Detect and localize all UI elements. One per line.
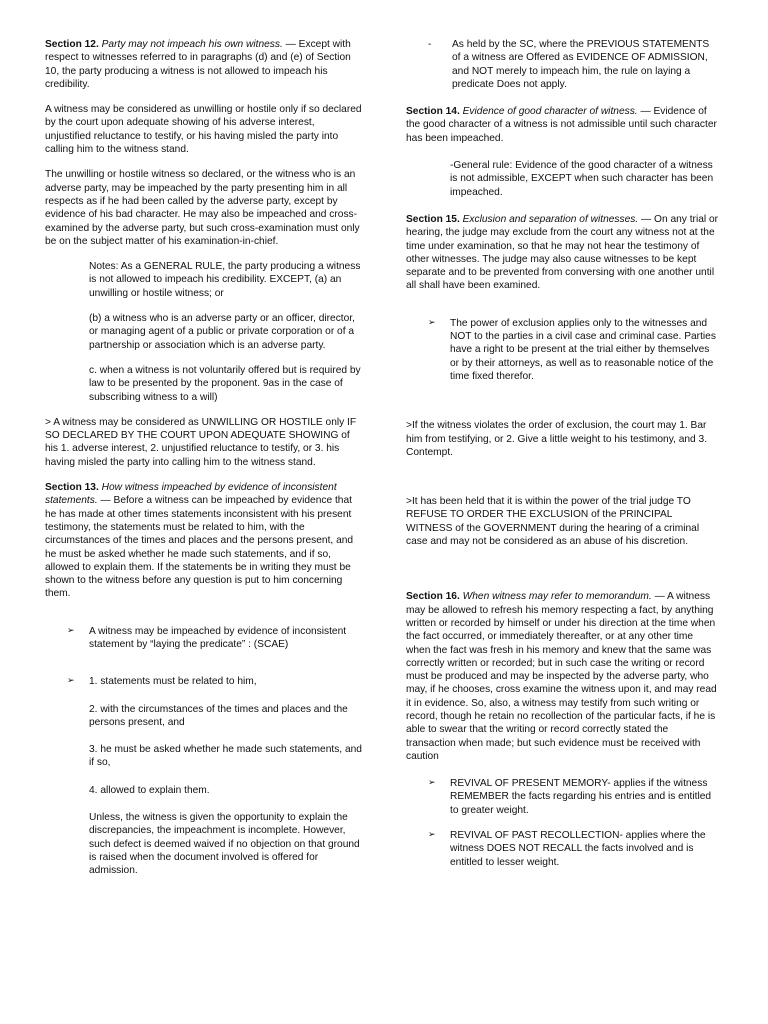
section-15-label: Section 15. <box>406 213 460 225</box>
notes-not-voluntarily-offered: c. when a witness is not voluntarily offered but is required by law to be presented by the proponent. 9as in the case of subscribing witness to a will) <box>89 364 361 403</box>
item-asked-whether: 3. he must be asked whether he made such statements, and if so, <box>89 744 362 769</box>
bullet-statements-related-text: 1. statements must be related to him, <box>89 676 257 688</box>
paragraph-impeachment-incomplete: Unless, the witness is given the opportunity to explain the discrepancies, the impeachment is incomplete. However, such defect is deemed waived if no objection on that ground is raised when the document involved is offered for admission. <box>89 812 360 877</box>
arrow-bullet-icon: ➢ <box>428 778 436 789</box>
dash-item-text: As held by the SC, where the PREVIOUS STATEMENTS of a witness are Offered as EVIDENCE OF ADMISSION, and NOT merely to impeach him, the rule on laying a predicate Does not apply. <box>452 39 710 90</box>
bullet-statements-related <box>67 675 363 688</box>
arrow-bullet-icon: ➢ <box>428 317 436 328</box>
section-15-title: Exclusion and separation of witnesses. <box>462 213 639 225</box>
bullet-power-of-exclusion-text: The power of exclusion applies only to the witnesses and NOT to the parties in a civil case and criminal case. Parties have a right to be present at the trial either by themselves or by their attorneys, as well as to reasonable notice of the time fixed therefor. <box>450 317 716 382</box>
section-16-body: — A witness may be allowed to refresh his memory respecting a fact, by anything written or recorded by himself or under his direction at the time when the fact occurred, or immediately thereafter, or at any other time when the fact was fresh in his memory and knew that the same was correctly written or recorded; but in such case the writing or record must be produced and may be inspected by the adverse party, who may, if he chooses, cross examine the witness upon it, and may read it in evidence. So, also, a witness may testify from such writing or record, though he retain no recollection of the particular facts, if he is able to swear that the writing or record correctly stated the transaction when made; but such evidence must be received with caution <box>406 591 717 762</box>
section-13 <box>45 481 363 601</box>
bullet-power-of-exclusion <box>428 317 720 383</box>
section-12-title: Party may not impeach his own witness. <box>101 39 283 50</box>
section-12 <box>45 38 363 91</box>
section-14-body: — Evidence of the good character of a witness is not admissible until such character has been impeached. <box>406 106 717 144</box>
bullet-revival-present-memory <box>428 777 720 817</box>
section-16-title: When witness may refer to memorandum. <box>462 591 652 603</box>
left-column <box>45 38 363 890</box>
notes-general-rule: Notes: As a GENERAL RULE, the party producing a witness is not allowed to impeach his credibility. EXCEPT, (a) an unwilling or hostile witness; or <box>89 261 361 299</box>
arrow-bullet-icon: ➢ <box>67 625 75 636</box>
item-circumstances: 2. with the circumstances of the times and places and the persons present, and <box>89 703 348 728</box>
item-allowed-to-explain: 4. allowed to explain them. <box>89 784 210 796</box>
paragraph-order-violated: >If the witness violates the order of exclusion, the court may 1. Bar him from testifying, or 2. Give a little weight to his testimony, and 3. Contempt. <box>406 420 708 458</box>
general-rule-good-character: -General rule: Evidence of the good character of a witness is not admissible, EXCEPT when such character has been impeached. <box>450 160 714 198</box>
section-15 <box>406 213 720 293</box>
section-16 <box>406 590 720 763</box>
arrow-bullet-icon: ➢ <box>67 676 75 687</box>
section-14 <box>406 105 720 145</box>
paragraph-declared-by-court: > A witness may be considered as UNWILLING OR HOSTILE only IF SO DECLARED BY THE COURT UPON ADEQUATE SHOWING of his 1. adverse interest, 2. unjustified reluctance to testify, or 3. his having misled the party into calling him to the witness stand. <box>45 416 357 468</box>
paragraph-unwilling-witness: The unwilling or hostile witness so declared, or the witness who is an adverse party, may be impeached by the party presenting him in all respects as if he had been called by the adverse party, except by evidence of his bad character. He may also be impeached and cross-examined by the adverse party, but such cross-examination must only be on the subject matter of his examination-in-chief. <box>45 169 360 247</box>
bullet-revival-past-recollection-text: REVIVAL OF PAST RECOLLECTION- applies where the witness DOES NOT RECALL the facts involved and is entitled to lesser weight. <box>450 830 706 868</box>
section-15-body: — On any trial or hearing, the judge may exclude from the court any witness not at the time under examination, so that he may not hear the testimony of other witnesses. The judge may also cause witnesses to be kept separate and to be prevented from conversing with one another until all shall have been examined. <box>406 213 719 292</box>
paragraph-hostile-witness: A witness may be considered as unwilling or hostile only if so declared by the court upon adequate showing of his adverse interest, unjustified reluctance to testify, or his having misled the party into calling him to the witness stand. <box>45 104 362 156</box>
notes-adverse-party: (b) a witness who is an adverse party or an officer, director, or managing agent of a public or private corporation or of a partnership or association which is an adverse party. <box>89 313 355 351</box>
section-13-title: How witness impeached by evidence of inconsistent statements. <box>45 482 337 507</box>
bullet-laying-predicate <box>67 625 363 652</box>
section-14-title: Evidence of good character of witness. <box>462 106 638 118</box>
section-12-label: Section 12. <box>45 39 99 50</box>
dash-marker: - <box>428 39 432 50</box>
bullet-laying-predicate-text: A witness may be impeached by evidence of inconsistent statement by “laying the predicate” : (SCAE) <box>89 625 347 650</box>
section-16-label: Section 16. <box>406 591 460 603</box>
bullet-revival-present-memory-text: REVIVAL OF PRESENT MEMORY- applies if the witness REMEMBER the facts regarding his entries and is entitled to greater weight. <box>450 778 712 816</box>
right-column <box>406 38 720 881</box>
section-13-body: — Before a witness can be impeached by evidence that he has made at other times statements inconsistent with his present testimony, the statements must be related to him, with the circumstances of the times and places and the persons present, and he must be asked whether he made such statements, and if so, allowed to explain them. If the statements be in writing they must be shown to the witness before any question is put to him concerning them. <box>45 495 354 600</box>
dash-item-previous-statements <box>428 38 720 91</box>
arrow-bullet-icon: ➢ <box>428 830 436 841</box>
section-14-label: Section 14. <box>406 106 460 118</box>
section-13-label: Section 13. <box>45 482 99 494</box>
section-12-body: — Except with respect to witnesses referred to in paragraphs (d) and (e) of Section 10, the party producing a witness is not allowed to impeach his credibility. <box>45 39 351 90</box>
paragraph-refuse-exclusion: >It has been held that it is within the power of the trial judge TO REFUSE TO ORDER THE EXCLUSION of the PRINCIPAL WITNESS of the GOVERNMENT during the hearing of a criminal case and may not be considered as an abuse of his discretion. <box>406 496 700 548</box>
bullet-revival-past-recollection <box>428 829 720 869</box>
